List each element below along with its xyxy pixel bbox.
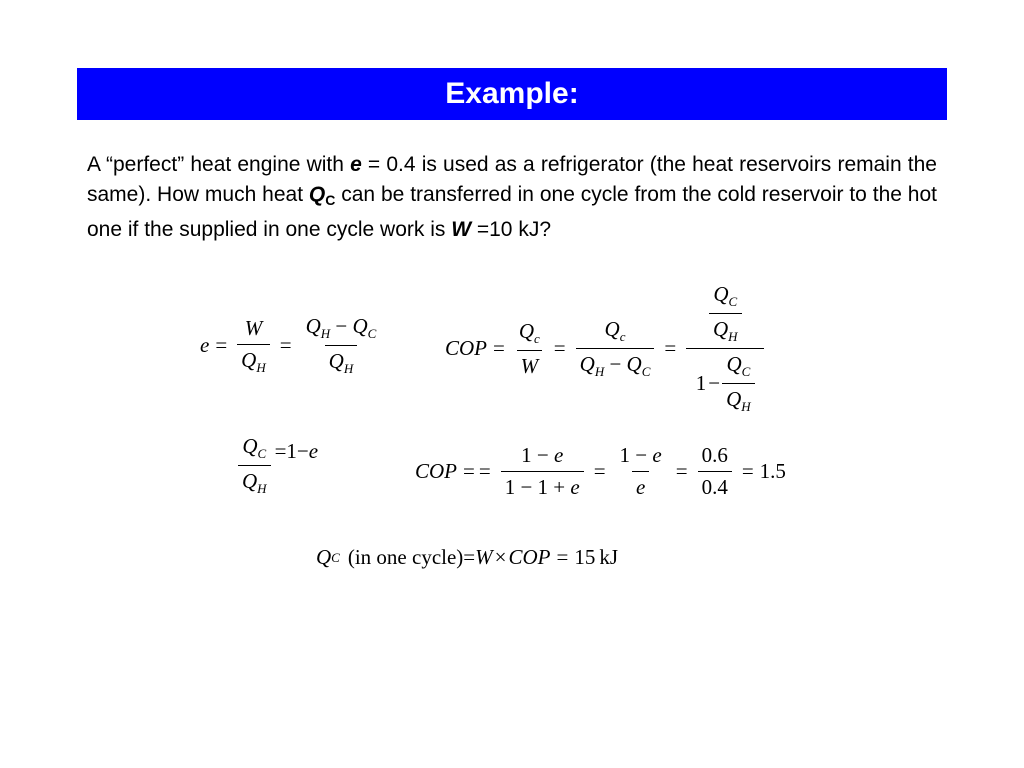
eq-subscript: H <box>320 326 331 341</box>
fraction: $\frac{Q_H - Q_C}{Q_H}$ <box>305 314 377 376</box>
q-symbol: Q <box>308 183 326 206</box>
eq-number: 1 <box>521 443 532 467</box>
eq-subscript: H <box>728 329 738 344</box>
cop-result-equation <box>415 443 786 500</box>
eq-subscript: C <box>367 326 377 341</box>
eq-symbol: Q <box>726 352 742 376</box>
fraction <box>698 443 732 500</box>
eq-number: 1 <box>504 475 516 499</box>
ratio-equation: $\frac{Q_C}{Q_H}$ =1−e <box>234 434 318 497</box>
fraction-bar <box>686 348 764 349</box>
eq-subscript: H <box>256 359 266 375</box>
eq-text: (in one cycle) <box>347 545 464 569</box>
eq-number: 1.5 <box>759 459 786 483</box>
equals-sign: = <box>493 336 505 360</box>
compound-fraction: $\frac{Q_C}{Q_H}$ 1 − $\frac{Q_C}{Q_H}$ <box>686 282 764 415</box>
heat-result-equation <box>316 545 618 570</box>
eq-symbol: W <box>244 315 263 340</box>
eq-symbol: Q <box>328 349 344 373</box>
eq-symbol: Q <box>604 317 620 341</box>
eq-symbol: Q <box>712 317 729 341</box>
problem-text <box>87 150 937 245</box>
eq-symbol: Q <box>713 282 729 306</box>
problem-text-part: A “perfect” heat engine with <box>87 153 351 176</box>
eq-subscript: c <box>534 330 540 346</box>
problem-text-part: = 0.4 is used as a refrigerator (the heat reservoirs remain the same). How much heat <box>87 153 937 206</box>
eq-symbol: COP <box>445 336 487 360</box>
eq-symbol: Q <box>241 347 257 372</box>
equals-sign: = <box>279 333 292 357</box>
eq-unit: kJ <box>599 545 619 569</box>
eq-subscript: H <box>343 361 354 376</box>
eq-subscript: C <box>331 549 340 565</box>
title-bar <box>77 68 947 120</box>
eq-subscript: H <box>741 399 751 414</box>
eq-symbol: e <box>635 475 646 499</box>
eq-subscript: H <box>594 364 605 379</box>
fraction: $\frac{1 - e}{e}$ <box>619 443 662 499</box>
fraction: $\frac{1 - e}{1 - 1 + e}$ <box>501 443 584 500</box>
fraction <box>722 352 755 415</box>
w-symbol: W <box>451 218 472 241</box>
eq-symbol: COP <box>415 459 457 483</box>
eq-subscript: C <box>641 364 651 379</box>
fraction: $\frac{Q_c}{Q_H - Q_C}$ <box>576 317 655 380</box>
fraction <box>709 282 742 345</box>
slide-title: Example: <box>445 77 579 110</box>
eq-symbol: e <box>553 443 564 467</box>
equals-sign: = <box>741 459 754 483</box>
times-sign: × <box>494 545 507 569</box>
eq-symbol: Q <box>242 469 258 493</box>
fraction <box>238 434 271 497</box>
eq-symbol: e <box>652 443 662 467</box>
eq-subscript: C <box>728 294 738 309</box>
eq-symbol: Q <box>726 387 742 411</box>
eq-number: 0.6 <box>701 443 728 467</box>
equals-sign: = <box>215 333 228 357</box>
eq-symbol: Q <box>352 314 368 338</box>
efficiency-equation <box>200 314 384 377</box>
q-subscript: C <box>325 192 336 208</box>
eq-symbol: Q <box>518 318 535 343</box>
eq-symbol: Q <box>626 352 642 376</box>
eq-symbol: Q <box>305 314 321 338</box>
problem-text-part: can be transferred in one cycle from the cold reservoir to the hot one if the supplied in one cycle work is <box>87 183 937 241</box>
fraction <box>515 319 544 379</box>
equals-sign: = <box>675 459 688 483</box>
fraction <box>237 316 270 376</box>
eq-subscript: C <box>257 446 267 461</box>
eq-symbol: COP <box>508 545 551 569</box>
eq-subscript: c <box>619 329 626 344</box>
eq-symbol: e <box>570 475 580 499</box>
eq-number: 1 <box>619 443 631 467</box>
e-symbol: e <box>350 153 362 176</box>
eq-subscript: H <box>257 481 267 496</box>
eq-number: 1 <box>537 475 549 499</box>
eq-number: 0.4 <box>698 471 732 500</box>
eq-number: 1 <box>286 439 297 463</box>
equals-sign: = <box>556 545 569 569</box>
equals-sign: = <box>463 459 475 483</box>
eq-symbol: Q <box>579 352 595 376</box>
eq-subscript: C <box>741 364 751 379</box>
eq-symbol: W <box>520 353 539 378</box>
eq-number: 1 <box>695 371 707 395</box>
eq-symbol: Q <box>242 434 258 458</box>
cop-equation <box>445 282 768 415</box>
equals-sign: = <box>593 459 606 483</box>
equals-sign: = <box>478 459 491 483</box>
equals-sign: = <box>553 336 566 360</box>
eq-symbol: Q <box>316 545 332 569</box>
equals-sign: = <box>664 336 677 360</box>
eq-number: 15 <box>574 545 596 569</box>
eq-symbol: W <box>475 545 493 569</box>
eq-symbol: e <box>200 333 210 357</box>
eq-symbol: e <box>308 439 319 463</box>
problem-text-part: =10 kJ? <box>471 218 552 241</box>
equals-sign: = <box>463 545 476 569</box>
